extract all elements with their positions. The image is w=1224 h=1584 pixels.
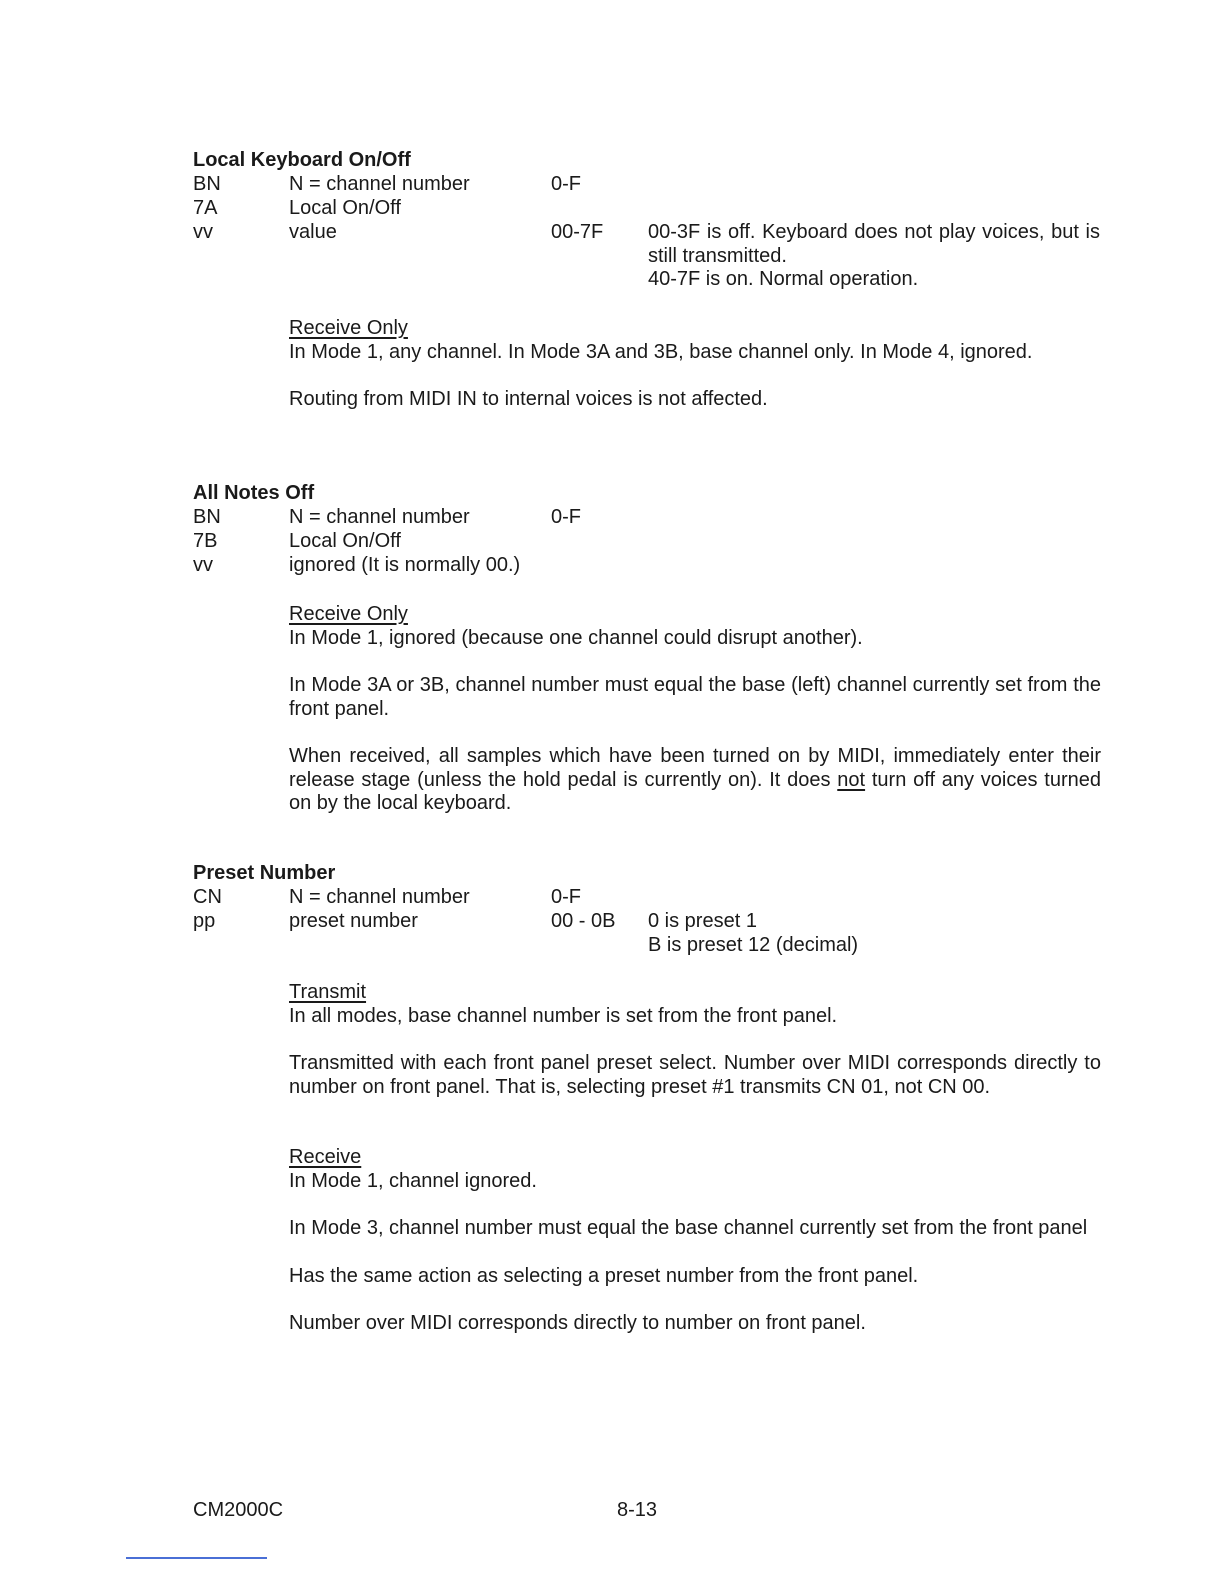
- subheading-receive-only: Receive Only: [289, 603, 408, 625]
- paragraph: In all modes, base channel number is set from the front panel.: [289, 1004, 838, 1027]
- table-row: BN N = channel number 0-F: [193, 173, 581, 195]
- row-description: 00-3F is off. Keyboard does not play voices, but is still transmitted. 40-7F is on. Normal operation.: [648, 221, 1100, 290]
- section-heading: Local Keyboard On/Off: [193, 149, 411, 171]
- paragraph: Routing from MIDI IN to internal voices is not affected.: [289, 388, 768, 410]
- paragraph: In Mode 1, ignored (because one channel could disrupt another).: [289, 626, 863, 649]
- paragraph: When received, all samples which have been turned on by MIDI, immediately enter their release stage (unless the hold pedal is currently on). It does not turn off any voices turned on by the local keyboard.: [289, 745, 1101, 814]
- section-heading: All Notes Off: [193, 482, 315, 504]
- paragraph: Has the same action as selecting a preset number from the front panel.: [289, 1264, 919, 1287]
- paragraph: In Mode 1, any channel. In Mode 3A and 3B, base channel only. In Mode 4, ignored.: [289, 340, 1033, 363]
- section-preset-number: [193, 862, 1103, 958]
- paragraph: Transmitted with each front panel preset select. Number over MIDI corresponds directly to number on front panel. That is, selecting preset #1 transmits CN 01, not CN 00.: [289, 1052, 1101, 1098]
- paragraph: In Mode 3A or 3B, channel number must equal the base (left) channel currently set from the front panel.: [289, 674, 1101, 720]
- emphasis-not: not: [837, 768, 866, 791]
- paragraph: Number over MIDI corresponds directly to number on front panel.: [289, 1312, 866, 1334]
- table-row: CN N = channel number 0-F: [193, 886, 581, 908]
- table-row: 7A Local On/Off: [193, 197, 401, 219]
- section-all-notes-off: [193, 482, 1103, 578]
- page-number: 8-13: [617, 1499, 658, 1521]
- subheading-transmit: Transmit: [289, 981, 367, 1003]
- row-description: 0 is preset 1 B is preset 12 (decimal): [648, 910, 859, 956]
- section-local-keyboard: [193, 149, 1103, 293]
- section-heading: Preset Number: [193, 862, 336, 884]
- paragraph: In Mode 3, channel number must equal the base channel currently set from the front panel: [289, 1217, 1088, 1239]
- subheading-receive: Receive: [289, 1146, 362, 1168]
- divider: [126, 1557, 267, 1559]
- footer-doc-id: CM2000C: [193, 1499, 284, 1521]
- subheading-receive-only: Receive Only: [289, 317, 408, 339]
- paragraph: In Mode 1, channel ignored.: [289, 1169, 537, 1192]
- table-row: 7B Local On/Off: [193, 530, 401, 552]
- table-row: vv value 00-7F 00-3F is off. Keyboard does not play voices, but is still transmitted. 40-7F is on. Normal operation.: [193, 221, 1100, 290]
- table-row: BN N = channel number 0-F: [193, 506, 581, 528]
- table-row: pp preset number 00 - 0B 0 is preset 1 B is preset 12 (decimal): [193, 910, 1103, 958]
- table-row: vv ignored (It is normally 00.): [193, 554, 521, 576]
